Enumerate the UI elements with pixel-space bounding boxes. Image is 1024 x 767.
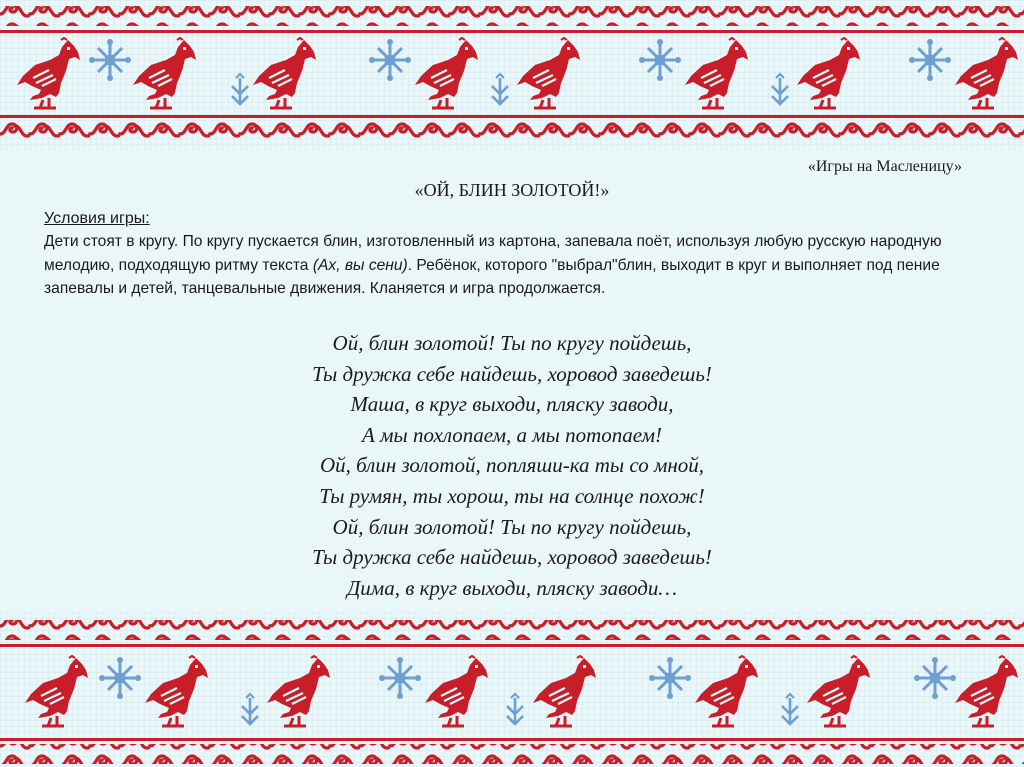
game-title: «ОЙ, БЛИН ЗОЛОТОЙ!»: [414, 180, 610, 200]
scroll-border-icon: [0, 6, 1024, 26]
rules-text: Дети стоят в кругу. По кругу пускается блин, изготовленный из картона, запевала поёт, используя любую русскую народную мелодию, подходящую ритму текста: [44, 233, 942, 274]
top-ornament-band: [0, 0, 1024, 150]
verse-line: А мы похлопаем, а мы потопаем!: [362, 422, 662, 447]
scroll-border-icon: [0, 620, 1024, 640]
verse-line: Ой, блин золотой! Ты по кругу пойдешь,: [332, 514, 692, 539]
verse-line: Ты дружка себе найдешь, хоровод заведешь!: [312, 545, 712, 570]
verse-line: Маша, в круг выходи, пляску заводи,: [350, 392, 674, 417]
verse-line: Ты румян, ты хорош, ты на солнце похож!: [319, 483, 705, 508]
verse-line: Ты дружка себе найдешь, хоровод заведешь!: [312, 361, 712, 386]
rules-text-continued: . Ребёнок, которого "выбрал"блин, выходит в круг и выполняет под пение запевалы и детей, танцевальные движения. Кланяется и игра продолжается.: [44, 256, 940, 297]
slide-subtitle: «Игры на Масленицу»: [807, 158, 962, 175]
game-rules: [44, 230, 984, 301]
verse-line: Ой, блин золотой! Ты по кругу пойдешь,: [332, 331, 692, 355]
bottom-ornament-band: [0, 612, 1024, 767]
verse-line: Дима, в круг выходи, пляску заводи…: [346, 575, 678, 600]
embroidery-pattern-top: [0, 0, 1024, 150]
song-verse: [0, 328, 1024, 603]
embroidery-pattern-bottom: [0, 612, 1024, 767]
tune-name: (Ах, вы сени): [312, 256, 408, 274]
verse-line: Ой, блин золотой, попляши-ка ты со мной,: [319, 453, 705, 478]
conditions-label: Условия игры:: [44, 210, 150, 227]
scroll-border-icon: [0, 122, 1024, 142]
slide-content: [0, 150, 1024, 612]
scroll-border-icon: [0, 744, 1024, 764]
